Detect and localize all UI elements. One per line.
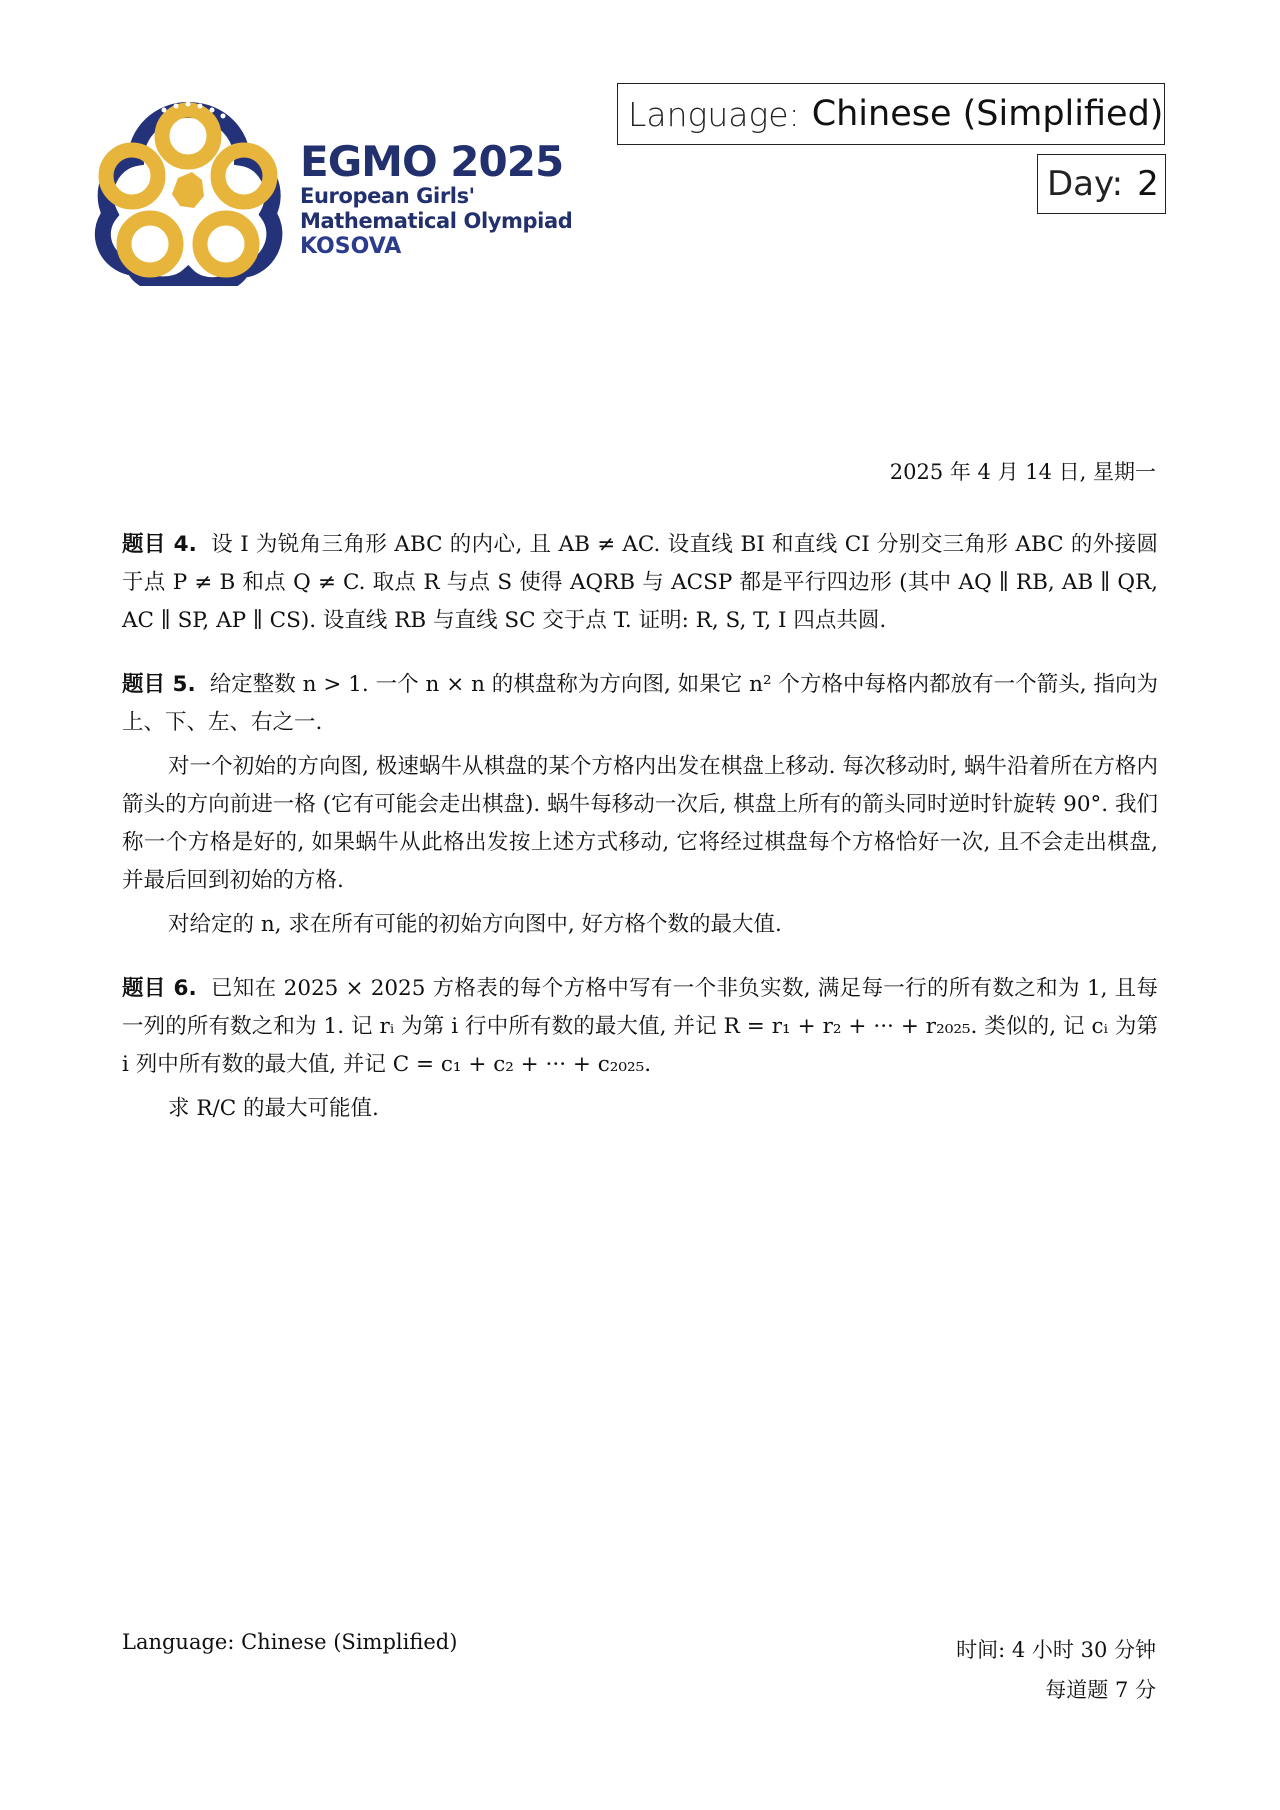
day-value: 2 <box>1137 164 1159 204</box>
problem-5 <box>122 666 1158 944</box>
problem-paragraph: 对给定的 n, 求在所有可能的初始方向图中, 好方格个数的最大值. <box>168 912 782 937</box>
logo-text <box>300 137 573 260</box>
language-box <box>617 83 1165 145</box>
problem-4 <box>122 526 1158 640</box>
day-label: Day: <box>1047 164 1124 204</box>
footer-info <box>956 1630 1156 1710</box>
problem-list <box>122 526 1158 1154</box>
footer-points: 每道题 7 分 <box>1045 1678 1156 1702</box>
problem-text: 给定整数 n > 1. 一个 n × n 的棋盘称为方向图, 如果它 n² 个方格中每格内都放有一个箭头, 指向为上、下、左、右之一. <box>122 672 1158 735</box>
problem-text: 已知在 2025 × 2025 方格表的每个方格中写有一个非负实数, 满足每一行的所有数之和为 1, 且每一列的所有数之和为 1. 记 rᵢ 为第 i 行中所有数的最大值, 并记 R = r₁ + r₂ + ··· + r₂₀₂₅. 类似的, 记 cᵢ 为第 i 列中所有数的最大值, 并记 C = c₁ + c₂ + ··· + c₂₀₂₅. <box>122 976 1158 1077</box>
logo-country: KOSOVA <box>300 234 402 259</box>
problem-text: 设 I 为锐角三角形 ABC 的内心, 且 AB ≠ AC. 设直线 BI 和直线 CI 分别交三角形 ABC 的外接圆于点 P ≠ B 和点 Q ≠ C. 取点 R 与点 S 使得 AQRB 与 ACSP 都是平行四边形 (其中 AQ ∥ RB, AB ∥ QR, AC ∥ SP, AP ∥ CS). 设直线 RB 与直线 SC 交于点 T. 证明: R, S, T, I 四点共圆. <box>122 532 1158 633</box>
problem-paragraph: 对一个初始的方向图, 极速蜗牛从棋盘的某个方格内出发在棋盘上移动. 每次移动时, 蜗牛沿着所在方格内箭头的方向前进一格 (它有可能会走出棋盘). 蜗牛每移动一次后, 棋盘上所有的箭头同时逆时针旋转 90°. 我们称一个方格是好的, 如果蜗牛从此格出发按上述方式移动, 它将经过棋盘每个方格恰好一次, 且不会走出棋盘, 并最后回到初始的方格. <box>122 754 1158 893</box>
problem-paragraph <box>122 526 1158 640</box>
problem-paragraph: 求 R/C 的最大可能值. <box>168 1096 379 1121</box>
problem-label: 题目 5. <box>122 672 196 697</box>
logo-line-2: Mathematical Olympiad <box>300 209 573 233</box>
day-box <box>1037 154 1166 214</box>
problem-6 <box>122 970 1158 1128</box>
problem-paragraph <box>122 970 1158 1084</box>
egmo-logo-icon <box>92 96 284 286</box>
problem-paragraph <box>122 666 1158 742</box>
language-value: Chinese (Simplified) <box>811 94 1164 134</box>
footer-time: 时间: 4 小时 30 分钟 <box>956 1638 1156 1662</box>
exam-date: 2025 年 4 月 14 日, 星期一 <box>889 460 1156 484</box>
logo-line-1: European Girls' <box>300 184 475 208</box>
logo-title: EGMO 2025 <box>300 137 564 186</box>
language-label: Language: <box>628 94 800 134</box>
problem-label: 题目 4. <box>122 532 197 557</box>
problem-label: 题目 6. <box>122 976 197 1001</box>
footer-language: Language: Chinese (Simplified) <box>122 1630 458 1654</box>
